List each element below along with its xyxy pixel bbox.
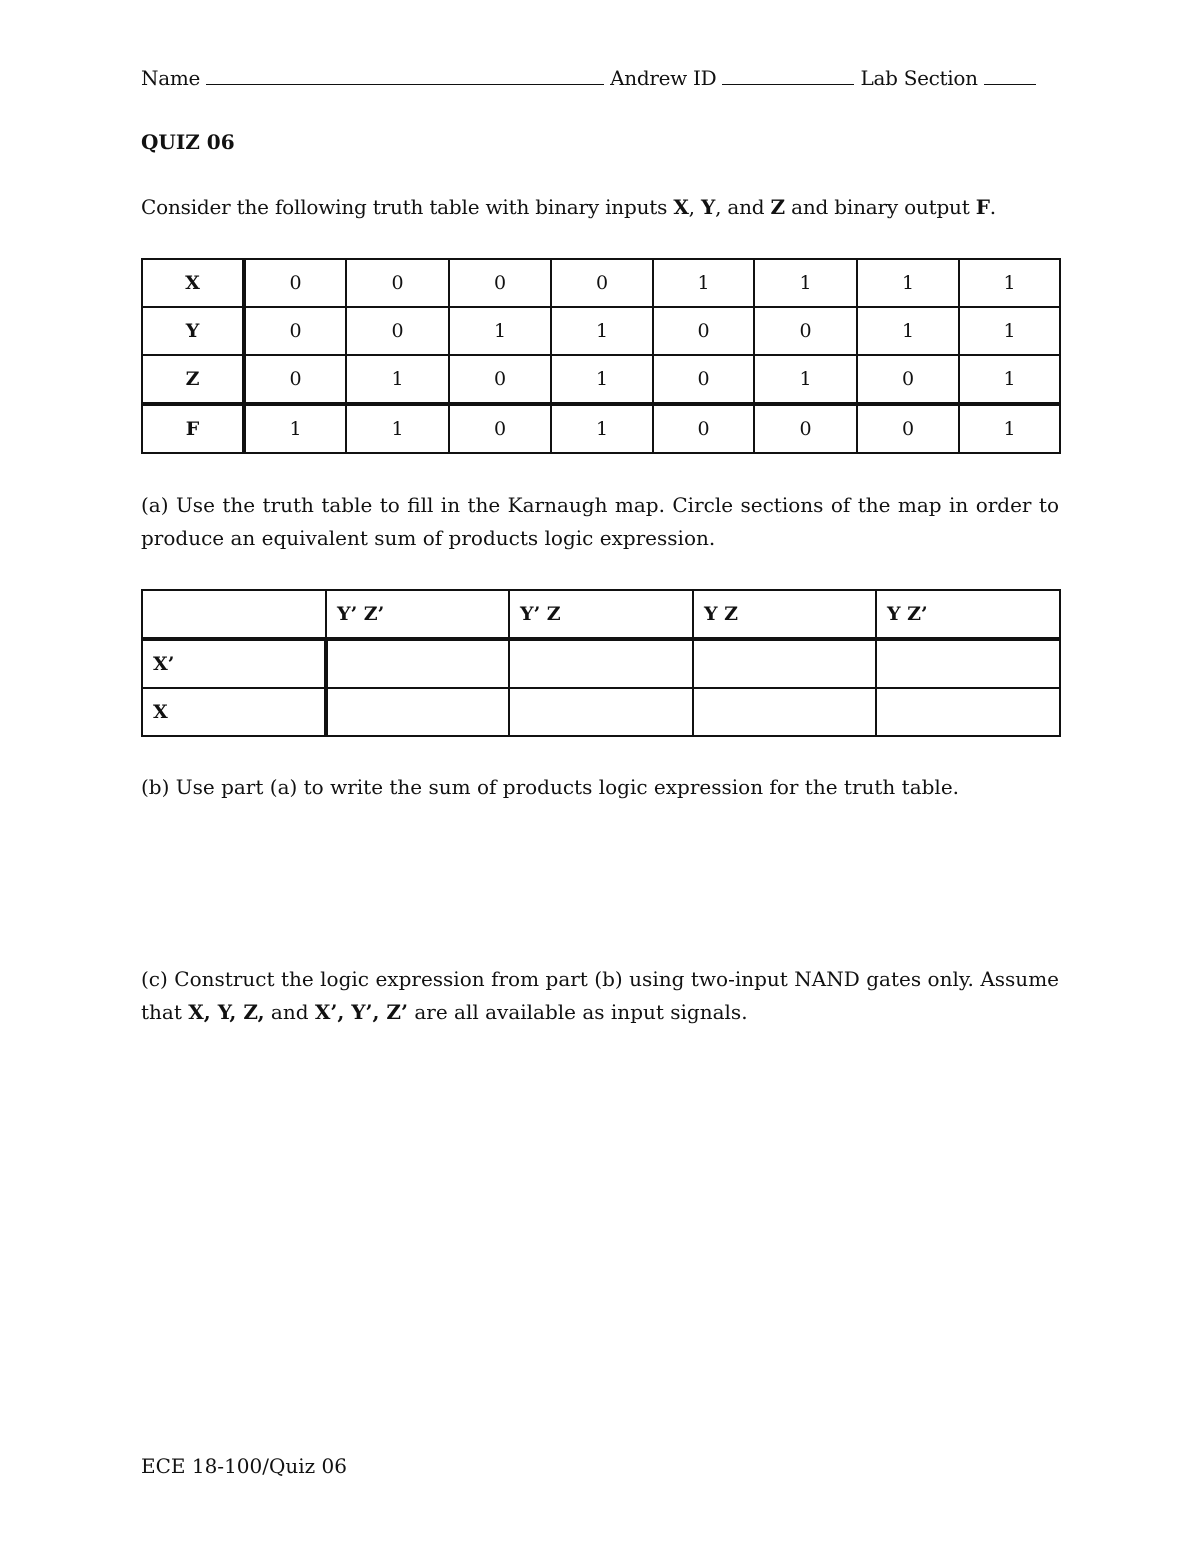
truth-table-cell: 1: [959, 307, 1060, 355]
truth-table-cell: 0: [857, 404, 959, 453]
kmap-header-row: [142, 590, 1060, 639]
part-c-text-part: (c) Construct the logic expression from part (b) using two-input NAND gates only. Assume that: [141, 967, 1059, 1024]
name-blank[interactable]: [206, 66, 604, 85]
truth-table-cell: 1: [449, 307, 551, 355]
kmap-column-header: Y Z: [693, 590, 876, 639]
kmap-row-label: X’: [142, 639, 326, 688]
truth-table-cell: 1: [551, 404, 653, 453]
truth-table-cell: 0: [244, 259, 346, 307]
complement-signals: X’, Y’, Z’: [314, 1000, 408, 1024]
intro-text: [141, 193, 996, 221]
truth-table-cell: 0: [653, 307, 754, 355]
kmap-cell[interactable]: [326, 639, 509, 688]
intro-text-part: and binary output: [784, 195, 976, 219]
truth-table-cell: 0: [244, 355, 346, 404]
truth-table-cell: 0: [449, 259, 551, 307]
truth-table-cell: 1: [959, 355, 1060, 404]
truth-table-row-label: F: [142, 404, 244, 453]
intro-text-part: , and: [715, 195, 771, 219]
truth-table: [141, 258, 1061, 454]
truth-table-row: [142, 259, 1060, 307]
karnaugh-map: [141, 589, 1061, 737]
kmap-cell[interactable]: [326, 688, 509, 736]
truth-table-cell: 1: [959, 404, 1060, 453]
truth-table-cell: 1: [857, 259, 959, 307]
truth-table-row-label: Y: [142, 307, 244, 355]
andrew-id-blank[interactable]: [722, 66, 854, 85]
kmap-column-header: Y’ Z: [509, 590, 693, 639]
page-footer: ECE 18-100/Quiz 06: [141, 1454, 347, 1478]
kmap-cell[interactable]: [693, 688, 876, 736]
intro-text-part: .: [989, 195, 996, 219]
truth-table-cell: 1: [754, 355, 857, 404]
part-b-text: (b) Use part (a) to write the sum of products logic expression for the truth table.: [141, 775, 960, 799]
input-signals: X, Y, Z,: [188, 1000, 265, 1024]
part-a-text: (a) Use the truth table to fill in the Karnaugh map. Circle sections of the map in order to produce an equivalent sum of products logic expression.: [141, 493, 1059, 550]
truth-table-cell: 0: [857, 355, 959, 404]
truth-table-row-label: Z: [142, 355, 244, 404]
part-c-text-part: and: [264, 1000, 315, 1024]
kmap-cell[interactable]: [509, 688, 693, 736]
part-c-text-part: are all available as input signals.: [408, 1000, 748, 1024]
truth-table-cell: 0: [346, 259, 449, 307]
truth-table-cell: 0: [653, 355, 754, 404]
truth-table-row-label: X: [142, 259, 244, 307]
kmap-column-header: Y’ Z’: [326, 590, 509, 639]
kmap-corner-cell: [142, 590, 326, 639]
quiz-title: QUIZ 06: [141, 130, 235, 154]
truth-table-cell: 0: [653, 404, 754, 453]
student-info-header: [141, 64, 1036, 92]
kmap-column-header: Y Z’: [876, 590, 1060, 639]
name-label: Name: [141, 66, 201, 90]
truth-table-cell: 0: [754, 404, 857, 453]
truth-table-cell: 1: [959, 259, 1060, 307]
truth-table-row: [142, 355, 1060, 404]
truth-table-cell: 0: [449, 355, 551, 404]
kmap-cell[interactable]: [876, 688, 1060, 736]
truth-table-cell: 1: [244, 404, 346, 453]
truth-table-cell: 1: [346, 355, 449, 404]
part-c-text: [141, 963, 1059, 1029]
lab-section-label: Lab Section: [860, 66, 978, 90]
truth-table-cell: 1: [551, 307, 653, 355]
output-f-label: F: [975, 195, 990, 219]
kmap-row-label: X: [142, 688, 326, 736]
truth-table-row: [142, 307, 1060, 355]
truth-table-cell: 0: [551, 259, 653, 307]
input-x-label: X: [673, 195, 689, 219]
andrew-id-label: Andrew ID: [610, 66, 717, 90]
intro-separator: ,: [688, 195, 701, 219]
truth-table-cell: 1: [346, 404, 449, 453]
truth-table-row: [142, 404, 1060, 453]
kmap-row: [142, 688, 1060, 736]
truth-table-cell: 0: [449, 404, 551, 453]
input-y-label: Y: [700, 195, 716, 219]
kmap-row: [142, 639, 1060, 688]
truth-table-cell: 1: [857, 307, 959, 355]
kmap-cell[interactable]: [509, 639, 693, 688]
kmap-cell[interactable]: [693, 639, 876, 688]
truth-table-cell: 0: [346, 307, 449, 355]
lab-section-blank[interactable]: [984, 66, 1036, 85]
input-z-label: Z: [770, 195, 785, 219]
kmap-cell[interactable]: [876, 639, 1060, 688]
truth-table-cell: 1: [754, 259, 857, 307]
truth-table-cell: 1: [653, 259, 754, 307]
truth-table-cell: 1: [551, 355, 653, 404]
truth-table-cell: 0: [754, 307, 857, 355]
truth-table-cell: 0: [244, 307, 346, 355]
intro-text-part: Consider the following truth table with binary inputs: [141, 195, 674, 219]
